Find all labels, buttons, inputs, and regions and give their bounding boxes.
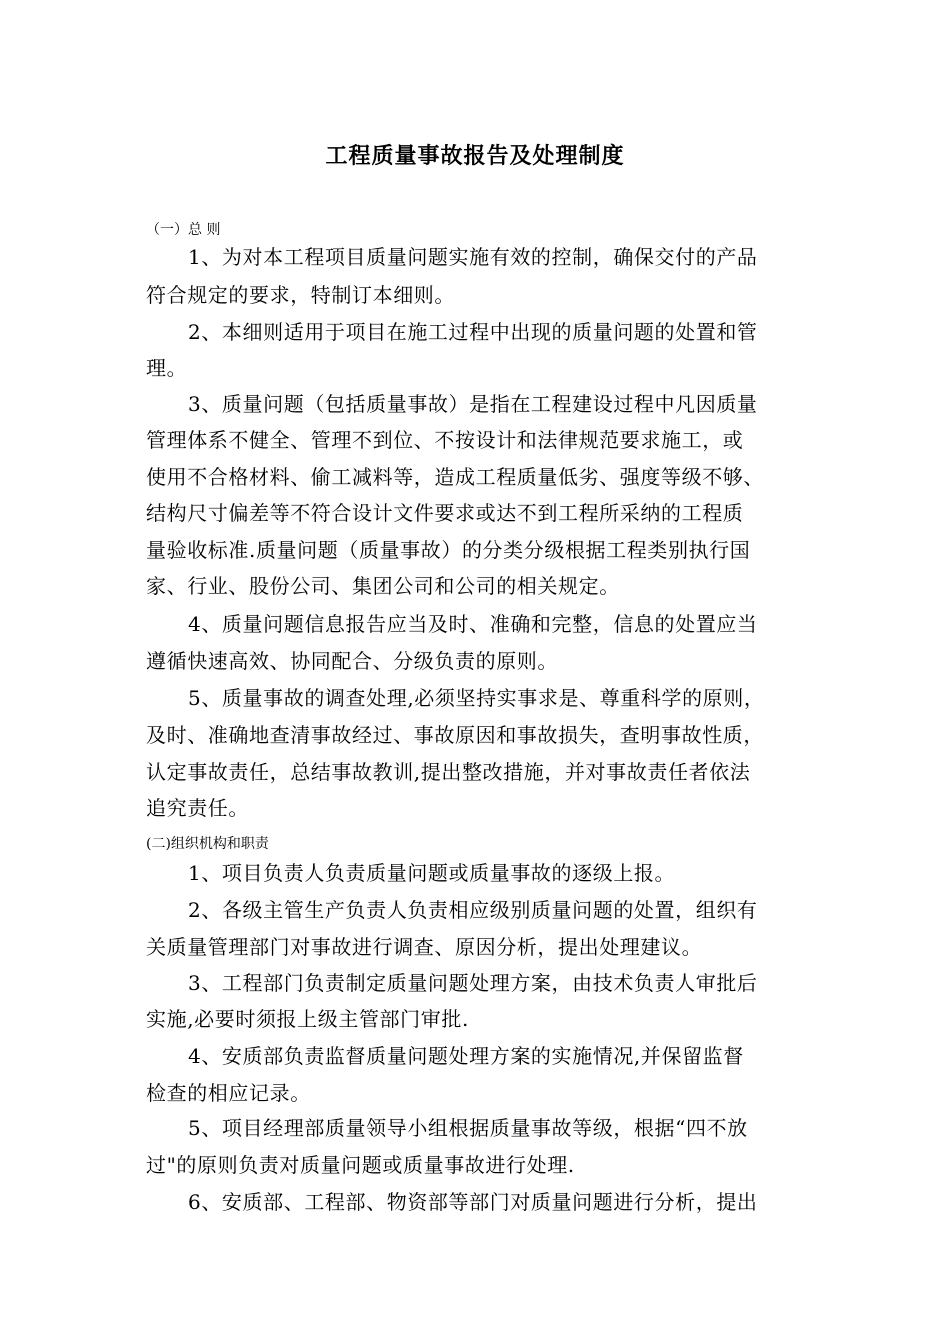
text-line: 2、本细则适用于项目在施工过程中出现的质量问题的处置和管 bbox=[188, 320, 758, 344]
section-heading-organization: (二)组织机构和职责 bbox=[146, 836, 269, 852]
text-line: 5、质量事故的调查处理,必须坚持实事求是、尊重科学的原则， bbox=[188, 686, 765, 710]
text-line: 3、质量问题（包括质量事故）是指在工程建设过程中凡因质量 bbox=[188, 392, 758, 416]
section-heading-general: （一）总 则 bbox=[146, 222, 221, 238]
text-line: 理。 bbox=[146, 356, 188, 380]
text-line: 关质量管理部门对事故进行调查、原因分析，提出处理建议。 bbox=[146, 935, 703, 959]
text-line: 结构尺寸偏差等不符合设计文件要求或达不到工程所采纳的工程质 bbox=[146, 501, 744, 525]
text-line: 及时、准确地查清事故经过、事故原因和事故损失，查明事故性质， bbox=[146, 723, 764, 747]
text-line: 5、项目经理部质量领导小组根据质量事故等级，根据“四不放 bbox=[188, 1116, 748, 1140]
text-line: 追究责任。 bbox=[146, 796, 249, 820]
text-line: 家、行业、股份公司、集团公司和公司的相关规定。 bbox=[146, 574, 620, 598]
text-line: 4、安质部负责监督质量问题处理方案的实施情况,并保留监督 bbox=[188, 1044, 744, 1068]
text-line: 2、各级主管生产负责人负责相应级别质量问题的处置，组织有 bbox=[188, 898, 758, 922]
text-line: 量验收标准.质量问题（质量事故）的分类分级根据工程类别执行国 bbox=[146, 538, 751, 562]
text-line: 6、安质部、工程部、物资部等部门对质量问题进行分析，提出 bbox=[188, 1190, 758, 1214]
text-line: 3、工程部门负责制定质量问题处理方案，由技术负责人审批后 bbox=[188, 971, 758, 995]
text-line: 遵循快速高效、协同配合、分级负责的原则。 bbox=[146, 649, 558, 673]
text-line: 1、项目负责人负责质量问题或质量事故的逐级上报。 bbox=[188, 861, 676, 885]
text-line: 管理体系不健全、管理不到位、不按设计和法律规范要求施工，或 bbox=[146, 428, 744, 452]
text-line: 1、为对本工程项目质量问题实施有效的控制，确保交付的产品 bbox=[188, 245, 758, 269]
text-line: 检查的相应记录。 bbox=[146, 1081, 311, 1105]
text-line: 过"的原则负责对质量问题或质量事故进行处理. bbox=[146, 1153, 575, 1177]
text-line: 实施,必要时须报上级主管部门审批. bbox=[146, 1007, 469, 1031]
text-line: 符合规定的要求，特制订本细则。 bbox=[146, 283, 455, 307]
text-line: 认定事故责任，总结事故教训,提出整改措施，并对事故责任者依法 bbox=[146, 760, 751, 784]
document-title: 工程质量事故报告及处理制度 bbox=[325, 143, 625, 169]
text-line: 4、质量问题信息报告应当及时、准确和完整，信息的处置应当 bbox=[188, 612, 758, 636]
text-line: 使用不合格材料、偷工减料等，造成工程质量低劣、强度等级不够、 bbox=[146, 465, 764, 489]
